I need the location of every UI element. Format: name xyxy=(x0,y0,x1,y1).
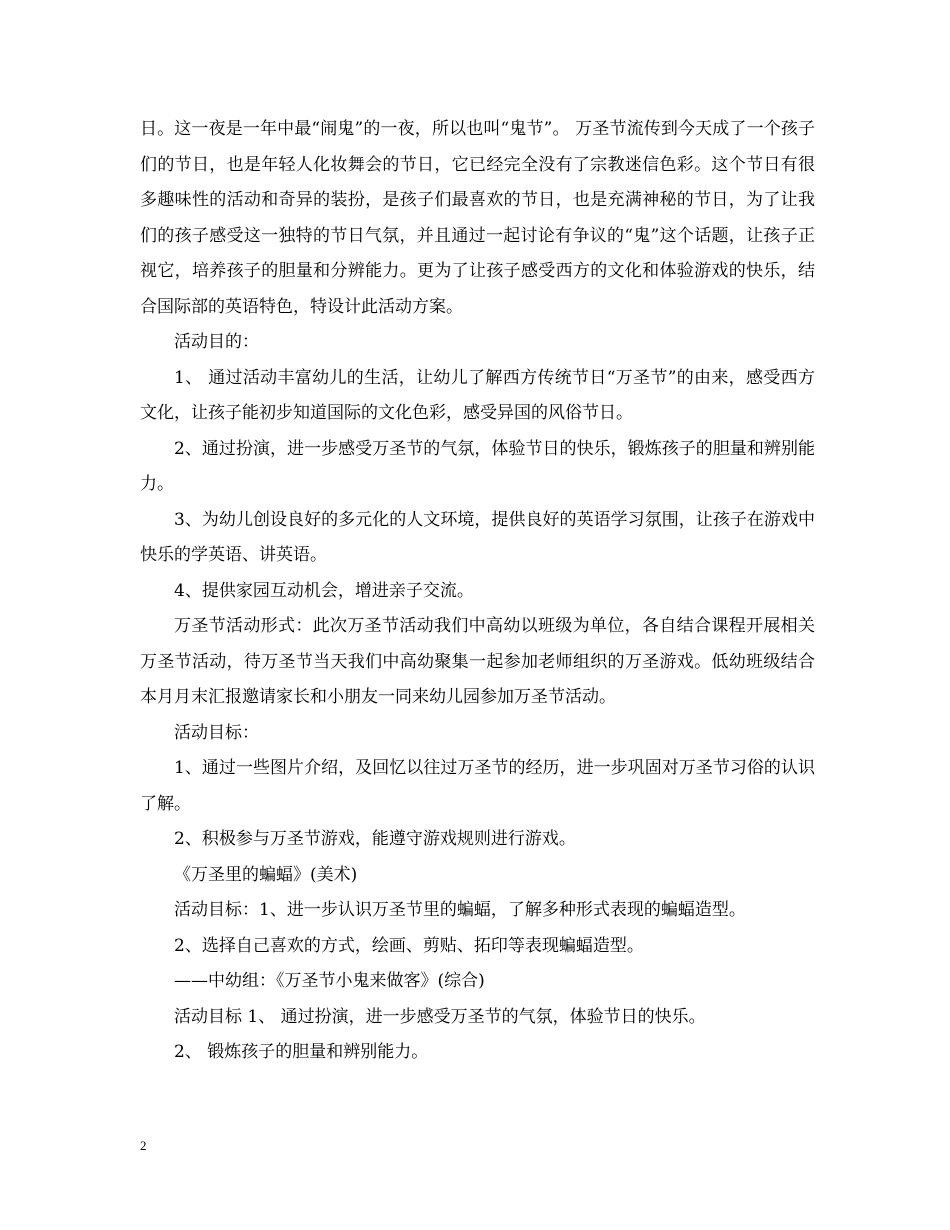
paragraph-activity-form: 万圣节活动形式：此次万圣节活动我们中高幼以班级为单位，各自结合课程开展相关万圣节活动，待万圣节当天我们中高幼聚集一起参加老师组织的万圣游戏。低幼班级结合本月月末汇报邀请家长和小朋友一同来幼儿园参加万圣节活动。 xyxy=(140,616,815,707)
heading-activity-goals: 活动目标： xyxy=(174,722,259,743)
bat-goal-2: 2、选择自己喜欢的方式，绘画、剪贴、拓印等表现蝙蝠造型。 xyxy=(174,935,644,956)
goal-item-2: 2、积极参与万圣节游戏，能遵守游戏规则进行游戏。 xyxy=(174,829,576,849)
heading-middle-group: ——中幼组：《万圣节小鬼来做客》(综合) xyxy=(174,971,485,991)
bat-goal-1: 活动目标：1、进一步认识万圣节里的蝙蝠，了解多种形式表现的蝙蝠造型。 xyxy=(174,900,746,920)
purpose-item-4: 4、提供家园互动机会，增进亲子交流。 xyxy=(174,580,474,601)
paragraph-intro: 日。这一夜是一年中最“闹鬼”的一夜，所以也叫“鬼节”。 万圣节流传到今天成了一个孩子们的节日，也是年轻人化妆舞会的节日，它已经完全没有了宗教迷信色彩。这个节日有很多趣味性的活动和奇异的装扮，是孩子们最喜欢的节日，也是充满神秘的节日，为了让我们的孩子感受这一独特的节日气氛，并且通过一起讨论有争议的“鬼”这个话题，让孩子正视它，培养孩子的胆量和分辨能力。更为了让孩子感受西方的文化和体验游戏的快乐，结合国际部的英语特色，特设计此活动方案。 xyxy=(140,119,815,317)
document-body xyxy=(140,112,815,1071)
middle-goal-2: 2、 锻炼孩子的胆量和辨别能力。 xyxy=(174,1042,429,1062)
heading-bat-art: 《万圣里的蝙蝠》(美术) xyxy=(174,864,358,885)
middle-goal-1: 活动目标 1、 通过扮演，进一步感受万圣节的气氛，体验节日的快乐。 xyxy=(174,1006,706,1027)
purpose-item-3: 3、为幼儿创设良好的多元化的人文环境，提供良好的英语学习氛围，让孩子在游戏中快乐的学英语、讲英语。 xyxy=(140,509,815,565)
purpose-item-2: 2、通过扮演，进一步感受万圣节的气氛，体验节日的快乐，锻炼孩子的胆量和辨别能力。 xyxy=(140,438,815,494)
goal-item-1: 1、通过一些图片介绍，及回忆以往过万圣节的经历，进一步巩固对万圣节习俗的认识了解。 xyxy=(140,758,815,814)
purpose-item-1: 1、 通过活动丰富幼儿的生活，让幼儿了解西方传统节日“万圣节”的由来，感受西方文化，让孩子能初步知道国际的文化色彩，感受异国的风俗节日。 xyxy=(140,367,815,423)
page-number: 2 xyxy=(140,1138,147,1153)
heading-activity-purpose: 活动目的： xyxy=(174,332,259,352)
